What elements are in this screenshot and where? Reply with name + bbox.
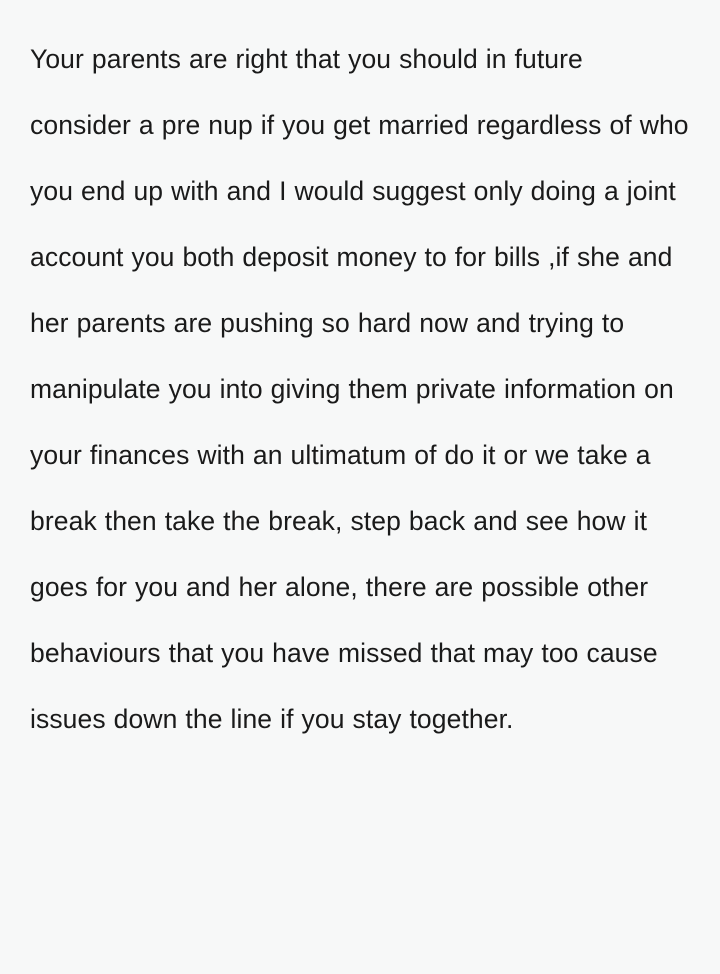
comment-body-text: Your parents are right that you should in future consider a pre nup if you get married regardless of who you end up with and I would suggest only doing a joint account you both deposit money to for bills ,if she and her parents are pushing so hard now and trying to manipulate you into giving them private information on your finances with an ultimatum of do it or we take a break then take the break, step back and see how it goes for you and her alone, there are possible other behaviours that you have missed that may too cause issues down the line if you stay together.: [30, 44, 697, 734]
